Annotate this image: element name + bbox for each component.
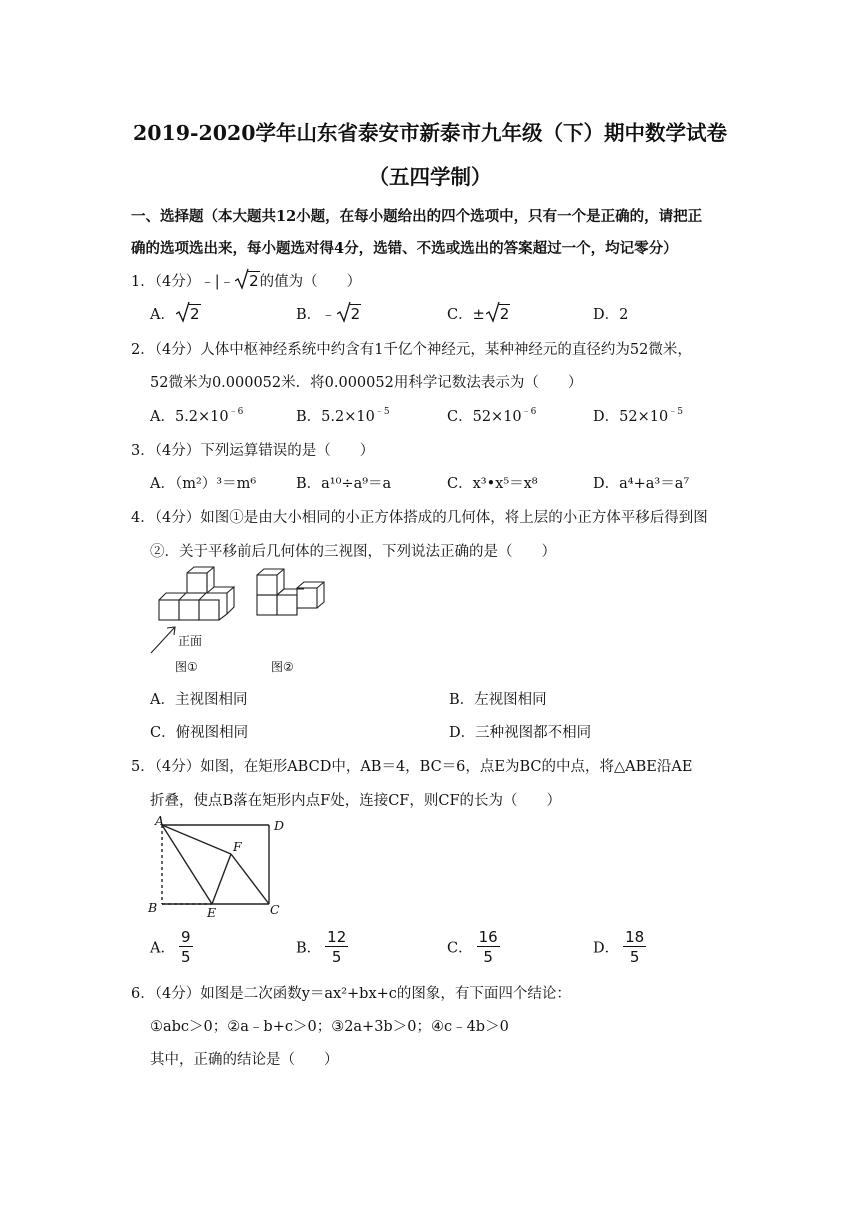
q2-option-d: D．$52\times 10^{﹣5}$ (593, 407, 683, 425)
sqrt-symbol: 2 (176, 304, 201, 323)
front-label: 正面 (178, 634, 203, 648)
question-5-line2: 折叠，使点B落在矩形内点F处，连接CF，则CF的长为（ ） (150, 793, 562, 809)
q2-option-b: B．$5.2\times 10^{﹣5}$ (296, 407, 390, 425)
page-subtitle: （五四学制） (368, 165, 492, 189)
q4-option-b: B．左视图相同 (449, 692, 547, 708)
segment-fc (231, 854, 269, 904)
figure-1-label: 图① (175, 660, 198, 674)
segment-af (162, 825, 231, 854)
question-2-line1: 2．（4分）人体中枢神经系统中约含有1千亿个神经元，某种神经元的直径约为52微米， (131, 342, 692, 358)
point-b-label: B (148, 900, 158, 915)
q5-figure (145, 815, 295, 923)
q1-suffix: 的值为（ ） (259, 274, 362, 290)
section-heading-line1: 一、选择题（本大题共12小题，在每小题给出的四个选项中，只有一个是正确的，请把正 (131, 208, 703, 225)
figure-1-cubes (159, 567, 234, 620)
point-e-label: E (207, 905, 217, 920)
q1-option-d: D．2 (593, 307, 629, 323)
q1-option-a: A． 2 (150, 303, 201, 324)
q5-option-a: A． $\frac{9}{5}$ (150, 928, 191, 966)
q2-option-a: A．$5.2\times 10^{﹣6}$ (150, 407, 244, 425)
q4-figure (145, 565, 345, 680)
q1-prefix: 1．（4分）﹣|﹣ (131, 274, 235, 290)
question-1-stem (131, 270, 361, 291)
q4-option-c: C．俯视图相同 (150, 725, 249, 741)
sqrt-symbol (235, 271, 260, 290)
question-6-line1: 6．（4分）如图是二次函数y＝ax²+bx+c的图象，有下面四个结论： (131, 986, 571, 1002)
question-6-line2: ①abc＞0；②a﹣b+c＞0；③2a+3b＞0；④c﹣4b＞0 (150, 1019, 509, 1035)
front-arrow (151, 627, 175, 653)
fraction: $\frac{16}{5}$ (478, 928, 498, 966)
figure-2-label: 图② (271, 660, 294, 674)
fraction: $\frac{12}{5}$ (327, 928, 347, 966)
q4-option-d: D．三种视图都不相同 (449, 725, 592, 741)
segment-fe (212, 854, 231, 904)
point-f-label: F (233, 839, 242, 854)
point-a-label: A (155, 815, 165, 828)
q3-option-a: A．（m²）³＝m⁶ (150, 476, 257, 492)
q5-option-d: D． $\frac{18}{5}$ (593, 928, 645, 966)
fold-ae (162, 825, 212, 904)
q1-option-c: C．± 2 (447, 303, 510, 324)
question-3-stem: 3．（4分）下列运算错误的是（ ） (131, 443, 375, 459)
question-6-line3: 其中，正确的结论是（ ） (150, 1052, 339, 1068)
point-d-label: D (274, 818, 285, 833)
question-2-line2: 52微米为0.000052米．将0.000052用科学记数法表示为（ ） (150, 375, 583, 391)
question-4-line1: 4．（4分）如图①是由大小相同的小正方体搭成的几何体，将上层的小正方体平移后得到图 (131, 510, 708, 526)
q3-option-d: D．a⁴+a³＝a⁷ (593, 476, 690, 492)
fraction: $\frac{18}{5}$ (625, 928, 645, 966)
q1-option-b: B．﹣ 2 (296, 303, 361, 324)
sqrt-symbol: 2 (486, 304, 511, 323)
q5-option-b: B． $\frac{12}{5}$ (296, 928, 347, 966)
sqrt-symbol: 2 (337, 304, 362, 323)
section-heading-line2: 确的选项选出来，每小题选对得4分，选错、不选或选出的答案超过一个，均记零分） (131, 240, 678, 257)
figure-2-cubes (257, 569, 324, 615)
q2-option-c: C．$52\times 10^{﹣6}$ (447, 407, 537, 425)
question-4-line2: ②．关于平移前后几何体的三视图，下列说法正确的是（ ） (150, 544, 556, 560)
q4-option-a: A．主视图相同 (150, 692, 248, 708)
question-5-line1: 5．（4分）如图，在矩形ABCD中，AB＝4，BC＝6，点E为BC的中点，将△ABE沿AE (131, 759, 693, 775)
page-title: 2019-2020学年山东省泰安市新泰市九年级（下）期中数学试卷 (132, 121, 728, 145)
fraction: $\frac{9}{5}$ (180, 928, 191, 966)
q3-option-b: B．a¹⁰÷a⁹＝a (296, 476, 392, 492)
q1-radicand: 2 (249, 272, 259, 290)
point-c-label: C (270, 902, 280, 917)
q5-option-c: C． $\frac{16}{5}$ (447, 928, 498, 966)
q3-option-c: C．x³•x⁵＝x⁸ (447, 476, 538, 492)
